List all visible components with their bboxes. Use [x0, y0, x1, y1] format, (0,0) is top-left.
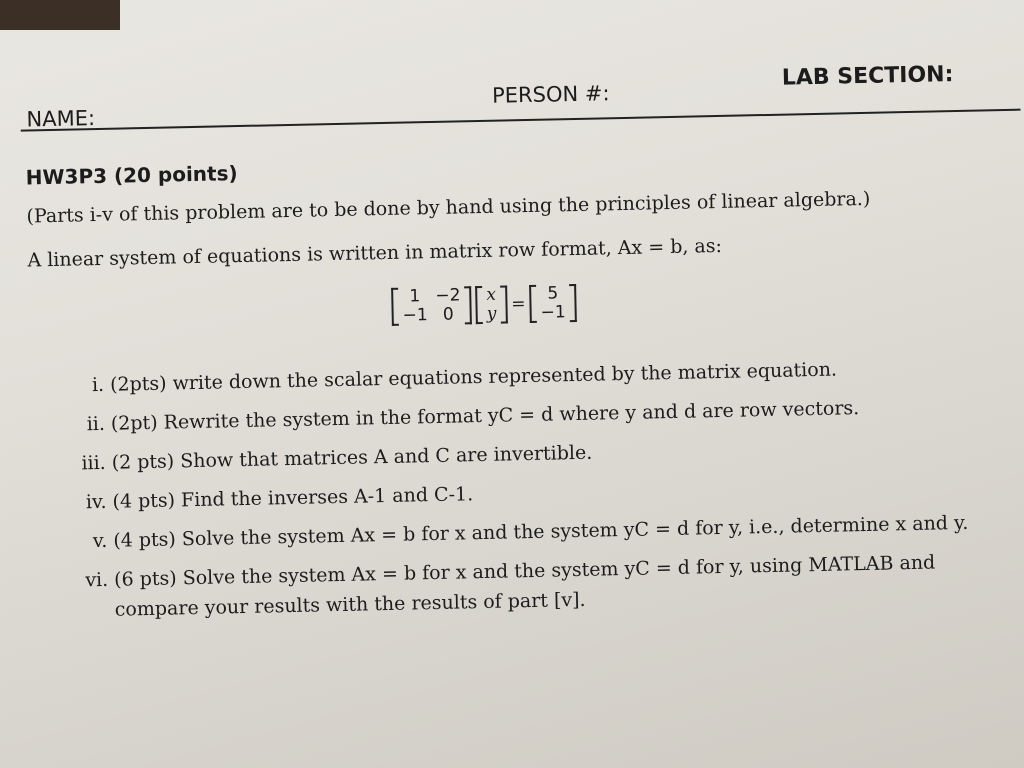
item-text: (4 pts) Find the inverses A-1 and C-1.	[112, 483, 474, 513]
name-label: NAME:	[26, 106, 96, 132]
item-text: (2pt) Rewrite the system in the format yC = d where y and d are row vectors.	[110, 397, 860, 435]
a21: −1	[402, 305, 428, 326]
matrix-equation	[391, 284, 577, 326]
vector-b	[529, 284, 577, 323]
item-number: i.	[91, 373, 105, 397]
b2: −1	[540, 302, 566, 323]
header-rule	[21, 109, 1021, 132]
a22: 0	[442, 304, 454, 325]
item-number: vi.	[85, 568, 109, 592]
item-text: (2 pts) Show that matrices A and C are invertible.	[111, 441, 593, 474]
a11: 1	[409, 286, 421, 307]
x1: x	[486, 284, 497, 305]
task-list	[68, 351, 1020, 635]
system-description: A linear system of equations is written in matrix row format, Ax = b, as:	[27, 234, 723, 272]
lab-section-label: LAB SECTION:	[781, 62, 954, 91]
person-label: PERSON #:	[491, 81, 610, 108]
item-number: v.	[92, 529, 108, 553]
item-text: (6 pts) Solve the system Ax = b for x and the system yC = d for y, using MATLAB and compare your results with the results of part [v].	[113, 551, 936, 621]
list-item	[72, 546, 1020, 626]
intro-text: (Parts i-v of this problem are to be done by hand using the principles of linear algebra.)	[26, 187, 871, 228]
matrix-a	[391, 286, 472, 326]
item-text: (4 pts) Solve the system Ax = b for x and the system yC = d for y, i.e., determine x and y.	[113, 511, 969, 552]
problem-title: HW3P3 (20 points)	[25, 161, 238, 190]
vector-x	[475, 285, 507, 324]
item-text: (2pts) write down the scalar equations represented by the matrix equation.	[109, 358, 838, 396]
equals-sign: =	[511, 294, 526, 315]
item-number: iii.	[81, 451, 106, 475]
a12: −2	[435, 285, 461, 306]
b1: 5	[547, 283, 559, 304]
x2: y	[486, 303, 497, 324]
item-number: iv.	[85, 490, 107, 514]
item-number: ii.	[86, 412, 106, 436]
